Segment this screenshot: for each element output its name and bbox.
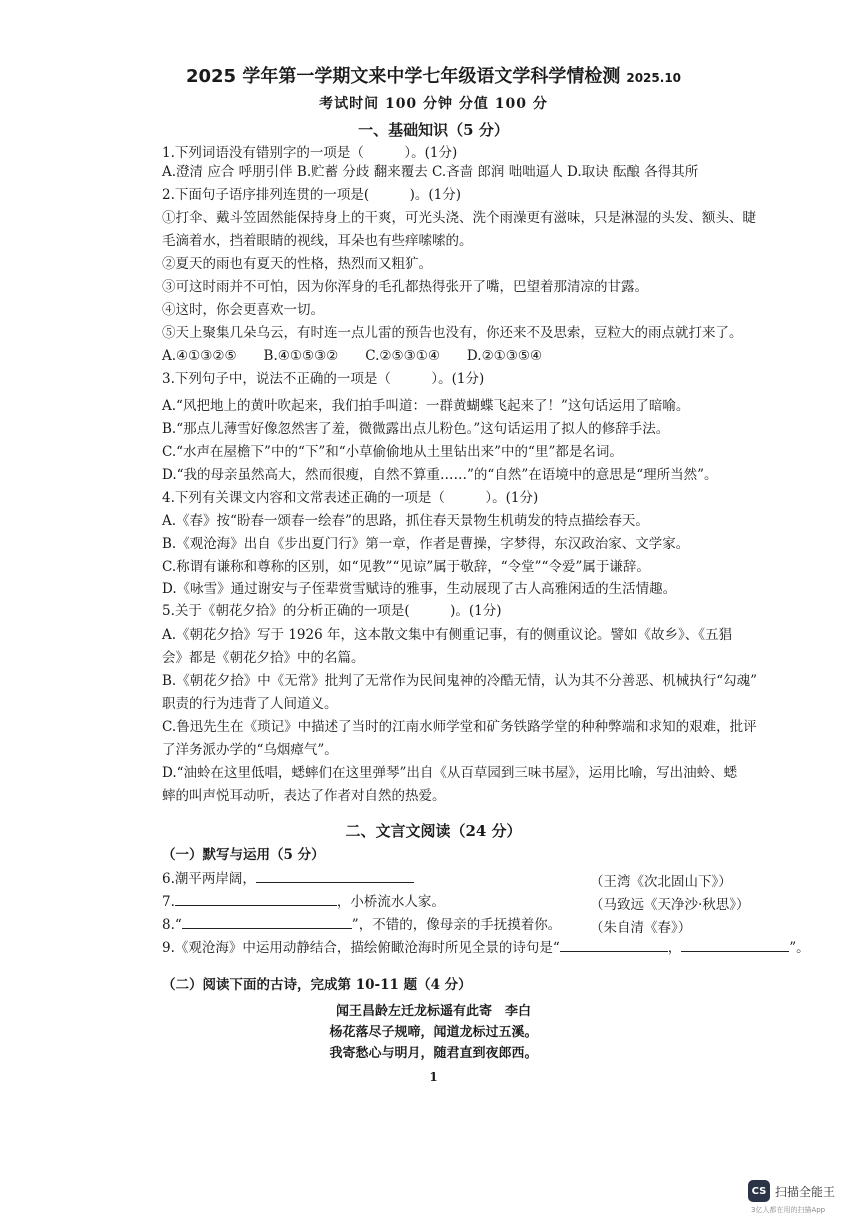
scanner-logo-name: 扫描全能王 (775, 1184, 836, 1199)
q3-stem: 3.下列句子中，说法不正确的一项是（ ）。(1分) (162, 371, 485, 387)
q9-answer-blank-2[interactable] (681, 939, 789, 952)
q6-answer-blank[interactable] (256, 870, 414, 883)
q7-answer-blank[interactable] (175, 893, 337, 906)
scanner-logo-icon: CS (748, 1180, 770, 1202)
q1-stem: 1.下列词语没有错别字的一项是（ ）。(1分) (162, 145, 458, 161)
page-number: 1 (429, 1070, 438, 1084)
scanner-logo-tagline: 3亿人都在用的扫描App (751, 1206, 826, 1214)
q5-option-a-line2: 会》都是《朝花夕拾》中的名篇。 (162, 650, 365, 666)
q9 (162, 939, 810, 957)
q3-option-d: D.“我的母亲虽然高大，然而很瘦，自然不算重……”的“自然”在语境中的意思是“理所当然”。 (162, 467, 718, 483)
part-1-heading: （一）默写与运用（5 分） (162, 847, 325, 863)
q4-option-b: B.《观沧海》出自《步出夏门行》第一章，作者是曹操，字梦得，东汉政治家、文学家。 (162, 536, 690, 552)
q9-text: 9.《观沧海》中运用动静结合，描绘俯瞰沧海时所见全景的诗句是“ (162, 940, 560, 956)
q2-sentence-1a: ①打伞、戴斗笠固然能保持身上的干爽，可光头浇、洗个雨澡更有滋味，只是淋湿的头发、额头、睫 (162, 210, 756, 226)
q4-option-d: D.《咏雪》通过谢安与子侄辈赏雪赋诗的雅事，生动展现了古人高雅闲适的生活情趣。 (162, 581, 677, 597)
q8-text: ”，不错的，像母亲的手抚摸着你。 (351, 917, 562, 933)
q6-source: （王湾《次北固山下》） (590, 874, 732, 890)
q5-option-c-line1: C.鲁迅先生在《琐记》中描述了当时的江南水师学堂和矿务铁路学堂的种种弊端和求知的艰难，批评 (162, 719, 757, 735)
q5-stem: 5.关于《朝花夕拾》的分析正确的一项是( )。(1分) (162, 603, 502, 619)
exam-date: 2025.10 (626, 71, 682, 85)
q6-text: 6.潮平两岸阔， (162, 871, 256, 887)
q5-option-c-line2: 了洋务派办学的“乌烟瘴气”。 (162, 742, 338, 758)
poem-line-2: 我寄愁心与明月，随君直到夜郎西。 (329, 1046, 538, 1061)
q3-option-b: B.“那点儿薄雪好像忽然害了羞，微微露出点儿粉色。”这句话运用了拟人的修辞手法。 (162, 421, 670, 437)
q2-sentence-5: ⑤天上聚集几朵乌云，有时连一点儿雷的预告也没有，你还来不及思索，豆粒大的雨点就打来了。 (162, 325, 743, 341)
scanner-watermark (748, 1180, 835, 1202)
q7-number: 7. (162, 894, 175, 910)
q5-option-d-line2: 蟀的叫声悦耳动听，表达了作者对自然的热爱。 (162, 788, 446, 804)
q1-options: A.澄清 应合 呼朋引伴 B.贮蓄 分歧 翻来覆去 C.吝啬 郎润 咄咄逼人 D.取诀 酝酿 各得其所 (162, 164, 699, 180)
q2-sentence-2: ②夏天的雨也有夏天的性格，热烈而又粗犷。 (162, 256, 432, 272)
q5-option-d-line1: D.“油蛉在这里低唱，蟋蟀们在这里弹琴”出自《从百草园到三味书屋》，运用比喻，写出油蛉、蟋 (162, 765, 738, 781)
exam-title (0, 62, 867, 88)
q9-answer-blank-1[interactable] (560, 939, 668, 952)
q8-number: 8.“ (162, 917, 182, 933)
q2-sentence-1b: 毛滴着水，挡着眼睛的视线，耳朵也有些痒嗦嗦的。 (162, 233, 473, 249)
section-2-heading: 二、文言文阅读（24 分） (345, 822, 522, 840)
q3-option-a: A.“风把地上的黄叶吹起来，我们拍手叫道：一群黄蝴蝶飞起来了！”这句话运用了暗喻。 (162, 398, 690, 414)
q5-option-b-line1: B.《朝花夕拾》中《无常》批判了无常作为民间鬼神的冷酷无情，认为其不分善恶、机械执行“勾魂” (162, 673, 758, 689)
q2-sentence-3: ③可这时雨并不可怕，因为你浑身的毛孔都热得张开了嘴，巴望着那清凉的甘露。 (162, 279, 648, 295)
q4-stem: 4.下列有关课文内容和文常表述正确的一项是（ ）。(1分) (162, 490, 539, 506)
q8-answer-blank[interactable] (182, 916, 352, 929)
q4-option-c: C.称谓有谦称和尊称的区别，如“见教”“见谅”属于敬辞，“令堂”“令爱”属于谦辞。 (162, 559, 650, 575)
q2-sentence-4: ④这时，你会更喜欢一切。 (162, 302, 324, 318)
exam-subtitle: 考试时间 100 分钟 分值 100 分 (319, 96, 548, 112)
q2-stem: 2.下面句子语序排列连贯的一项是( )。(1分) (162, 187, 462, 203)
q9-comma: ， (667, 940, 682, 956)
poem-title: 闻王昌龄左迁龙标遥有此寄 李白 (335, 1004, 531, 1019)
poem-line-1: 杨花落尽子规啼，闻道龙标过五溪。 (329, 1025, 538, 1040)
q7 (162, 893, 445, 911)
part-2-heading: （二）阅读下面的古诗，完成第 10-11 题（4 分） (162, 977, 472, 993)
q9-close: ”。 (789, 940, 810, 956)
q7-text: ，小桥流水人家。 (336, 894, 445, 910)
section-1-heading: 一、基础知识（5 分） (358, 121, 509, 139)
q5-option-b-line2: 职责的行为违背了人间道义。 (162, 696, 338, 712)
q4-option-a: A.《春》按“盼春一颂春一绘春”的思路，抓住春天景物生机萌发的特点描绘春天。 (162, 513, 649, 529)
q5-option-a-line1: A.《朝花夕拾》写于 1926 年，这本散文集中有侧重记事，有的侧重议论。譬如《故乡》、《五猖 (162, 627, 732, 643)
q6 (162, 870, 414, 888)
q2-options: A.④①③②⑤ B.④①⑤③② C.②⑤③①④ D.②①③⑤④ (162, 348, 543, 364)
exam-title-text: 2025 学年第一学期文来中学七年级语文学科学情检测 (185, 66, 621, 87)
q8-source: （朱自清《春》） (590, 920, 692, 936)
q8 (162, 916, 561, 934)
q3-option-c: C.“水声在屋檐下”中的“下”和“小草偷偷地从土里钻出来”中的“里”都是名词。 (162, 444, 623, 460)
q7-source: （马致远《天净沙·秋思》） (590, 897, 750, 913)
